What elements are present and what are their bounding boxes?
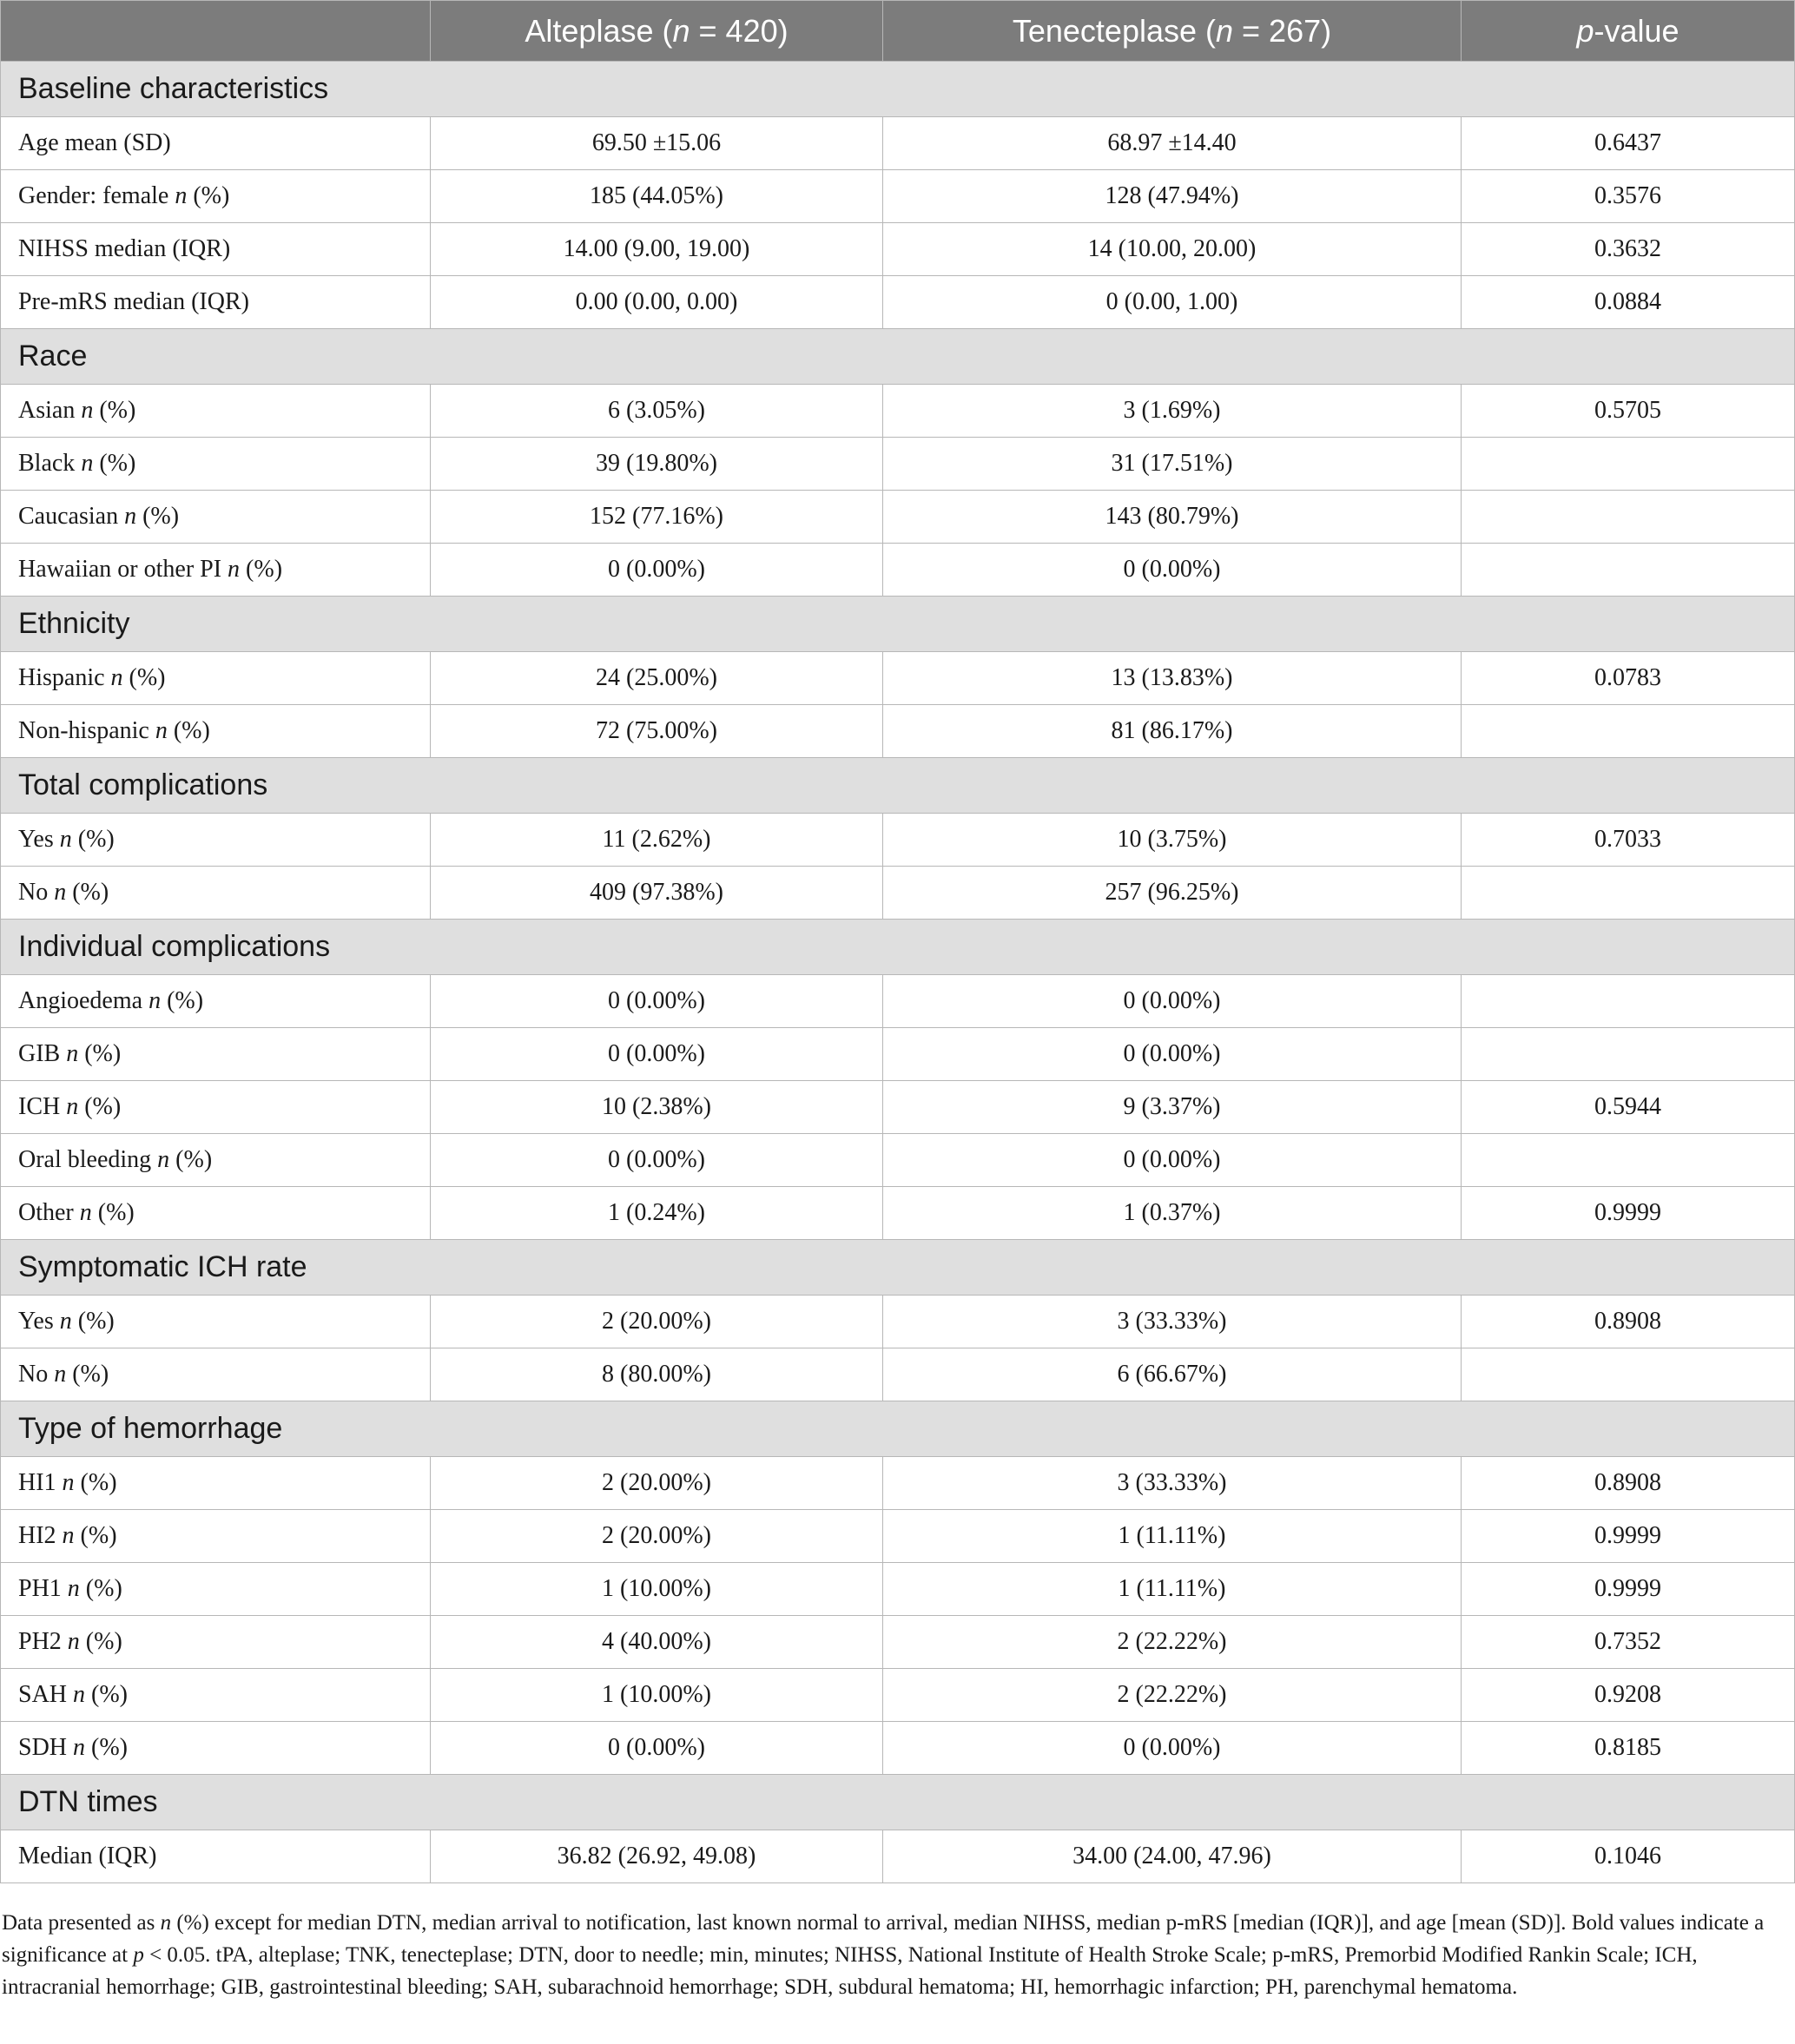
row-label-text: Caucasian bbox=[18, 503, 125, 530]
alteplase-value: 8 (80.00%) bbox=[431, 1348, 883, 1401]
row-label bbox=[1, 1830, 431, 1883]
p-value: 0.5944 bbox=[1462, 1081, 1795, 1134]
alteplase-value: 2 (20.00%) bbox=[431, 1510, 883, 1563]
tenecteplase-value: 14 (10.00, 20.00) bbox=[883, 223, 1462, 276]
p-value: 0.1046 bbox=[1462, 1830, 1795, 1883]
row-label-suffix: (%) bbox=[240, 556, 283, 583]
row-label-text: PH1 bbox=[18, 1575, 68, 1602]
row-label-italic: n bbox=[54, 1361, 67, 1388]
tenecteplase-value: 68.97 ±14.40 bbox=[883, 117, 1462, 170]
row-label bbox=[1, 705, 431, 758]
p-value bbox=[1462, 705, 1795, 758]
tenecteplase-value: 1 (11.11%) bbox=[883, 1510, 1462, 1563]
tenecteplase-value: 0 (0.00%) bbox=[883, 1028, 1462, 1081]
row-label-italic: n bbox=[66, 1093, 79, 1120]
section-header-row bbox=[1, 1775, 1795, 1830]
row-label-suffix: (%) bbox=[79, 1575, 122, 1602]
row-label-text: No bbox=[18, 1361, 55, 1388]
row-label-italic: n bbox=[67, 1628, 80, 1655]
table-row bbox=[1, 491, 1795, 544]
table-row bbox=[1, 1457, 1795, 1510]
section-title: Ethnicity bbox=[1, 597, 1795, 652]
p-value bbox=[1462, 491, 1795, 544]
row-label-text: SAH bbox=[18, 1681, 74, 1708]
section-header-row bbox=[1, 597, 1795, 652]
row-label-text: NIHSS median (IQR) bbox=[18, 235, 231, 262]
p-value bbox=[1462, 1348, 1795, 1401]
p-value: 0.9208 bbox=[1462, 1669, 1795, 1722]
table-row bbox=[1, 814, 1795, 867]
row-label-text: PH2 bbox=[18, 1628, 68, 1655]
row-label bbox=[1, 1187, 431, 1240]
header-empty-cell bbox=[1, 1, 431, 62]
row-label-suffix: (%) bbox=[93, 450, 136, 477]
table-row bbox=[1, 1187, 1795, 1240]
row-label bbox=[1, 1669, 431, 1722]
alteplase-value: 14.00 (9.00, 19.00) bbox=[431, 223, 883, 276]
row-label-text: Pre-mRS median (IQR) bbox=[18, 288, 249, 315]
table-row bbox=[1, 1830, 1795, 1883]
row-label-suffix: (%) bbox=[66, 1361, 109, 1388]
p-value: 0.3632 bbox=[1462, 223, 1795, 276]
section-title: Baseline characteristics bbox=[1, 62, 1795, 117]
tenecteplase-value: 34.00 (24.00, 47.96) bbox=[883, 1830, 1462, 1883]
p-value: 0.0783 bbox=[1462, 652, 1795, 705]
row-label bbox=[1, 491, 431, 544]
tenecteplase-value: 13 (13.83%) bbox=[883, 652, 1462, 705]
alteplase-value: 39 (19.80%) bbox=[431, 438, 883, 491]
row-label bbox=[1, 1457, 431, 1510]
section-title: Individual complications bbox=[1, 920, 1795, 975]
row-label-suffix: (%) bbox=[78, 1093, 122, 1120]
tenecteplase-value: 143 (80.79%) bbox=[883, 491, 1462, 544]
table-header-row bbox=[1, 1, 1795, 62]
tenecteplase-value: 31 (17.51%) bbox=[883, 438, 1462, 491]
table-row bbox=[1, 438, 1795, 491]
table-row bbox=[1, 223, 1795, 276]
p-value bbox=[1462, 867, 1795, 920]
tenecteplase-value: 6 (66.67%) bbox=[883, 1348, 1462, 1401]
p-value bbox=[1462, 438, 1795, 491]
row-label bbox=[1, 1616, 431, 1669]
header-alteplase: Alteplase (n = 420) bbox=[431, 1, 883, 62]
alteplase-value: 2 (20.00%) bbox=[431, 1296, 883, 1348]
table-row bbox=[1, 1348, 1795, 1401]
alteplase-value: 1 (10.00%) bbox=[431, 1669, 883, 1722]
row-label-suffix: (%) bbox=[167, 717, 210, 744]
row-label-italic: n bbox=[67, 1575, 80, 1602]
table-row bbox=[1, 1081, 1795, 1134]
p-value: 0.0884 bbox=[1462, 276, 1795, 329]
row-label-text: HI1 bbox=[18, 1469, 63, 1496]
alteplase-value: 69.50 ±15.06 bbox=[431, 117, 883, 170]
alteplase-value: 0 (0.00%) bbox=[431, 544, 883, 597]
tenecteplase-value: 2 (22.22%) bbox=[883, 1616, 1462, 1669]
row-label-suffix: (%) bbox=[79, 1628, 122, 1655]
tenecteplase-value: 81 (86.17%) bbox=[883, 705, 1462, 758]
header-tenecteplase: Tenecteplase (n = 267) bbox=[883, 1, 1462, 62]
alteplase-value: 72 (75.00%) bbox=[431, 705, 883, 758]
row-label-italic: n bbox=[73, 1734, 86, 1761]
p-value: 0.9999 bbox=[1462, 1510, 1795, 1563]
tenecteplase-value: 0 (0.00%) bbox=[883, 975, 1462, 1028]
row-label-text: Hawaiian or other PI bbox=[18, 556, 228, 583]
table-row bbox=[1, 117, 1795, 170]
row-label-text: HI2 bbox=[18, 1522, 63, 1549]
row-label-italic: n bbox=[73, 1681, 86, 1708]
alteplase-value: 0.00 (0.00, 0.00) bbox=[431, 276, 883, 329]
tenecteplase-value: 2 (22.22%) bbox=[883, 1669, 1462, 1722]
header-pvalue: p-value bbox=[1462, 1, 1795, 62]
row-label-suffix: (%) bbox=[187, 182, 230, 209]
tenecteplase-value: 3 (33.33%) bbox=[883, 1296, 1462, 1348]
p-value: 0.7352 bbox=[1462, 1616, 1795, 1669]
table-row bbox=[1, 1563, 1795, 1616]
table-row bbox=[1, 1669, 1795, 1722]
row-label-suffix: (%) bbox=[161, 987, 204, 1014]
table-row bbox=[1, 170, 1795, 223]
table-row bbox=[1, 385, 1795, 438]
table-row bbox=[1, 544, 1795, 597]
tenecteplase-value: 0 (0.00%) bbox=[883, 544, 1462, 597]
section-header-row bbox=[1, 1401, 1795, 1457]
row-label-italic: n bbox=[148, 987, 162, 1014]
row-label bbox=[1, 1081, 431, 1134]
table-row bbox=[1, 975, 1795, 1028]
row-label bbox=[1, 1722, 431, 1775]
row-label-suffix: (%) bbox=[85, 1734, 128, 1761]
row-label-italic: n bbox=[59, 826, 72, 853]
row-label bbox=[1, 652, 431, 705]
row-label bbox=[1, 1348, 431, 1401]
section-title: Total complications bbox=[1, 758, 1795, 814]
alteplase-value: 152 (77.16%) bbox=[431, 491, 883, 544]
tenecteplase-value: 3 (33.33%) bbox=[883, 1457, 1462, 1510]
tenecteplase-value: 0 (0.00%) bbox=[883, 1722, 1462, 1775]
section-header-row bbox=[1, 920, 1795, 975]
table-row bbox=[1, 652, 1795, 705]
row-label-italic: n bbox=[62, 1522, 75, 1549]
row-label bbox=[1, 867, 431, 920]
row-label bbox=[1, 276, 431, 329]
alteplase-value: 1 (0.24%) bbox=[431, 1187, 883, 1240]
tenecteplase-value: 0 (0.00%) bbox=[883, 1134, 1462, 1187]
tenecteplase-value: 3 (1.69%) bbox=[883, 385, 1462, 438]
p-value: 0.7033 bbox=[1462, 814, 1795, 867]
tenecteplase-value: 0 (0.00, 1.00) bbox=[883, 276, 1462, 329]
row-label-suffix: (%) bbox=[71, 1308, 115, 1335]
alteplase-value: 0 (0.00%) bbox=[431, 975, 883, 1028]
section-header-row bbox=[1, 758, 1795, 814]
table-row bbox=[1, 1616, 1795, 1669]
table-row bbox=[1, 1028, 1795, 1081]
p-value: 0.6437 bbox=[1462, 117, 1795, 170]
row-label-text: No bbox=[18, 879, 55, 906]
row-label-italic: n bbox=[157, 1146, 170, 1173]
row-label bbox=[1, 814, 431, 867]
row-label-text: Hispanic bbox=[18, 664, 111, 691]
row-label-text: Angioedema bbox=[18, 987, 149, 1014]
row-label-text: ICH bbox=[18, 1093, 67, 1120]
row-label-suffix: (%) bbox=[66, 879, 109, 906]
table-row bbox=[1, 867, 1795, 920]
row-label bbox=[1, 1510, 431, 1563]
table-row bbox=[1, 1134, 1795, 1187]
row-label-text: Yes bbox=[18, 1308, 60, 1335]
row-label-suffix: (%) bbox=[71, 826, 115, 853]
table-row bbox=[1, 1510, 1795, 1563]
row-label-suffix: (%) bbox=[91, 1199, 135, 1226]
row-label-italic: n bbox=[59, 1308, 72, 1335]
row-label bbox=[1, 117, 431, 170]
p-value: 0.9999 bbox=[1462, 1563, 1795, 1616]
row-label bbox=[1, 1134, 431, 1187]
section-title: Symptomatic ICH rate bbox=[1, 1240, 1795, 1296]
table-row bbox=[1, 1296, 1795, 1348]
row-label-italic: n bbox=[228, 556, 241, 583]
row-label bbox=[1, 1563, 431, 1616]
tenecteplase-value: 128 (47.94%) bbox=[883, 170, 1462, 223]
tenecteplase-value: 10 (3.75%) bbox=[883, 814, 1462, 867]
p-value: 0.3576 bbox=[1462, 170, 1795, 223]
row-label-italic: n bbox=[54, 879, 67, 906]
alteplase-value: 185 (44.05%) bbox=[431, 170, 883, 223]
row-label bbox=[1, 975, 431, 1028]
alteplase-value: 2 (20.00%) bbox=[431, 1457, 883, 1510]
row-label-text: Median (IQR) bbox=[18, 1843, 157, 1869]
tenecteplase-value: 1 (0.37%) bbox=[883, 1187, 1462, 1240]
row-label-suffix: (%) bbox=[122, 664, 166, 691]
section-header-row bbox=[1, 1240, 1795, 1296]
p-value: 0.8908 bbox=[1462, 1457, 1795, 1510]
alteplase-value: 0 (0.00%) bbox=[431, 1722, 883, 1775]
p-value: 0.5705 bbox=[1462, 385, 1795, 438]
row-label bbox=[1, 170, 431, 223]
row-label-italic: n bbox=[79, 1199, 92, 1226]
row-label-text: GIB bbox=[18, 1040, 67, 1067]
section-title: Race bbox=[1, 329, 1795, 385]
tenecteplase-value: 9 (3.37%) bbox=[883, 1081, 1462, 1134]
table-body bbox=[1, 62, 1795, 1883]
row-label bbox=[1, 1296, 431, 1348]
row-label-italic: n bbox=[81, 397, 94, 424]
row-label-text: SDH bbox=[18, 1734, 74, 1761]
row-label-suffix: (%) bbox=[136, 503, 180, 530]
alteplase-value: 1 (10.00%) bbox=[431, 1563, 883, 1616]
table-footnote: Data presented as n (%) except for median DTN, median arrival to notification, last known normal to arrival, median NIHSS, median p-mRS [median (IQR)], and age [mean (SD)]. Bold values indicate a significance at p < 0.05. tPA, alteplase; TNK, tenecteplase; DTN, door to needle; min, minutes; NIHSS, National Institute of Health Stroke Scale; p-mRS, Premorbid Modified Rankin Scale; ICH, intracranial hemorrhage; GIB, gastrointestinal bleeding; SAH, subarachnoid hemorrhage; SDH, subdural hematoma; HI, hemorrhagic infarction; PH, parenchymal hematoma. bbox=[2, 1911, 1765, 1999]
row-label bbox=[1, 438, 431, 491]
tenecteplase-value: 1 (11.11%) bbox=[883, 1563, 1462, 1616]
row-label-text: Asian bbox=[18, 397, 82, 424]
table-row bbox=[1, 1722, 1795, 1775]
row-label bbox=[1, 544, 431, 597]
row-label bbox=[1, 223, 431, 276]
p-value bbox=[1462, 975, 1795, 1028]
section-header-row bbox=[1, 329, 1795, 385]
row-label-italic: n bbox=[175, 182, 188, 209]
row-label-italic: n bbox=[155, 717, 168, 744]
row-label bbox=[1, 1028, 431, 1081]
tenecteplase-value: 257 (96.25%) bbox=[883, 867, 1462, 920]
p-value bbox=[1462, 1028, 1795, 1081]
alteplase-value: 0 (0.00%) bbox=[431, 1028, 883, 1081]
row-label-suffix: (%) bbox=[85, 1681, 128, 1708]
row-label-suffix: (%) bbox=[78, 1040, 122, 1067]
alteplase-value: 10 (2.38%) bbox=[431, 1081, 883, 1134]
row-label-italic: n bbox=[66, 1040, 79, 1067]
row-label-suffix: (%) bbox=[74, 1522, 117, 1549]
p-value bbox=[1462, 1134, 1795, 1187]
row-label-suffix: (%) bbox=[74, 1469, 117, 1496]
p-value: 0.9999 bbox=[1462, 1187, 1795, 1240]
alteplase-value: 11 (2.62%) bbox=[431, 814, 883, 867]
row-label-italic: n bbox=[62, 1469, 75, 1496]
p-value bbox=[1462, 544, 1795, 597]
row-label-italic: n bbox=[81, 450, 94, 477]
row-label-text: Gender: female bbox=[18, 182, 175, 209]
row-label-text: Non-hispanic bbox=[18, 717, 155, 744]
alteplase-value: 24 (25.00%) bbox=[431, 652, 883, 705]
section-header-row bbox=[1, 62, 1795, 117]
row-label-text: Yes bbox=[18, 826, 60, 853]
row-label-text: Other bbox=[18, 1199, 80, 1226]
alteplase-value: 6 (3.05%) bbox=[431, 385, 883, 438]
alteplase-value: 36.82 (26.92, 49.08) bbox=[431, 1830, 883, 1883]
row-label-text: Black bbox=[18, 450, 82, 477]
table-row bbox=[1, 276, 1795, 329]
row-label-italic: n bbox=[124, 503, 137, 530]
row-label-suffix: (%) bbox=[169, 1146, 213, 1173]
row-label-suffix: (%) bbox=[93, 397, 136, 424]
row-label bbox=[1, 385, 431, 438]
row-label-text: Age mean (SD) bbox=[18, 129, 171, 156]
section-title: Type of hemorrhage bbox=[1, 1401, 1795, 1457]
p-value: 0.8908 bbox=[1462, 1296, 1795, 1348]
table-row bbox=[1, 705, 1795, 758]
alteplase-value: 0 (0.00%) bbox=[431, 1134, 883, 1187]
alteplase-value: 409 (97.38%) bbox=[431, 867, 883, 920]
row-label-italic: n bbox=[110, 664, 123, 691]
alteplase-value: 4 (40.00%) bbox=[431, 1616, 883, 1669]
row-label-text: Oral bleeding bbox=[18, 1146, 158, 1173]
p-value: 0.8185 bbox=[1462, 1722, 1795, 1775]
section-title: DTN times bbox=[1, 1775, 1795, 1830]
